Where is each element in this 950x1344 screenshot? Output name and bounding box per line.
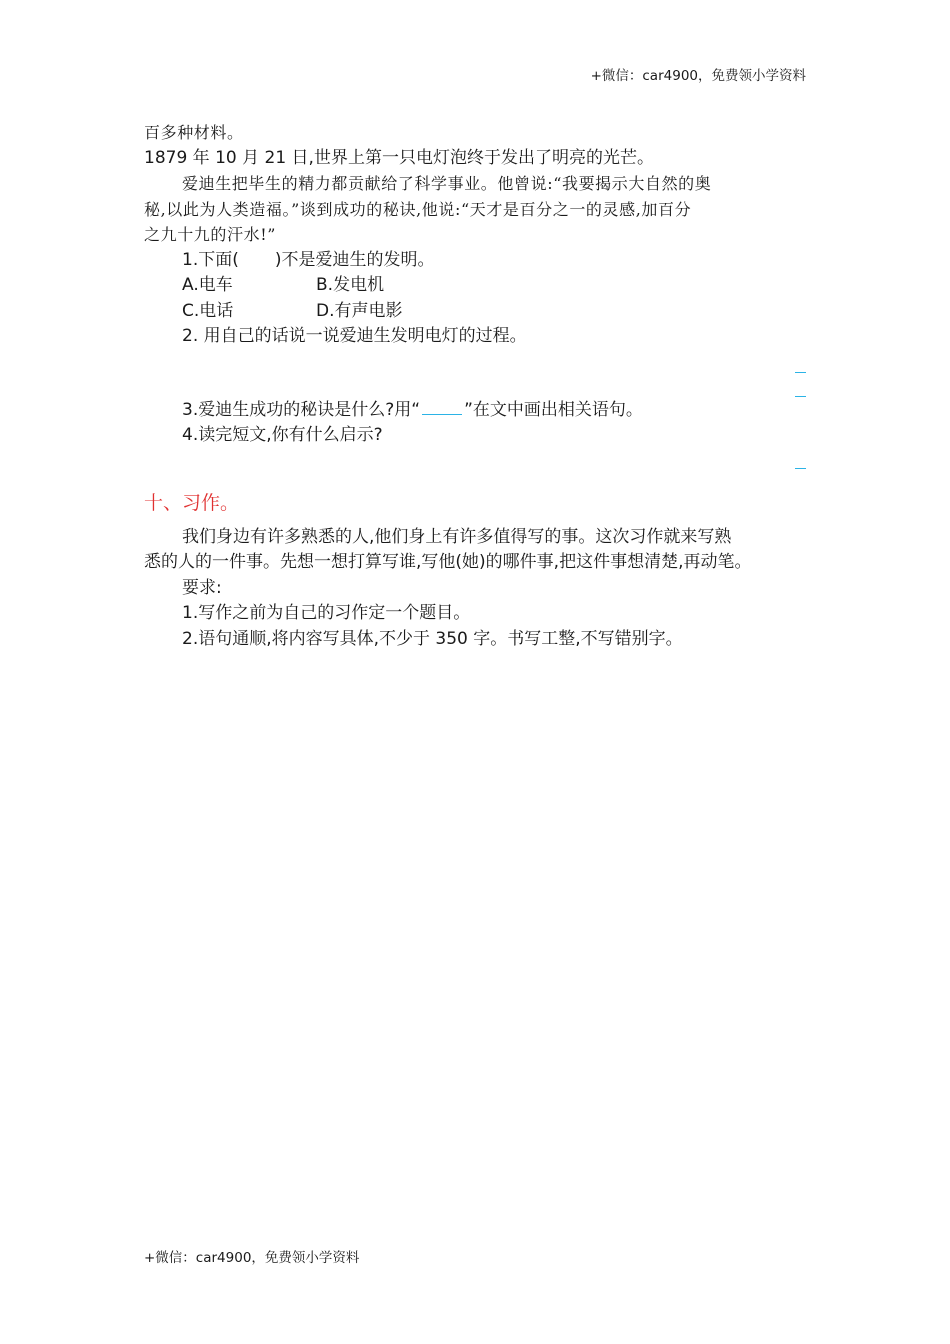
answer-line-mark: [795, 396, 806, 397]
requirement-item: 1.写作之前为自己的习作定一个题目。: [182, 603, 471, 623]
option-d: D.有声电影: [316, 300, 403, 321]
question-3-suffix: ”在文中画出相关语句。: [464, 399, 643, 420]
passage-line: 百多种材料。: [144, 123, 244, 142]
prompt-line: 我们身边有许多熟悉的人,他们身上有许多值得写的事。这次习作就来写熟: [182, 526, 732, 547]
question-3: [144, 398, 806, 424]
option-b: B.发电机: [316, 275, 385, 295]
question-2: 2. 用自己的话说一说爱迪生发明电灯的过程。: [182, 326, 527, 346]
section-title: 十、习作。: [144, 491, 240, 514]
option-a: A.电车: [182, 275, 233, 295]
answer-line[interactable]: [144, 350, 806, 374]
question-1-prefix: 1.下面(: [182, 249, 239, 270]
header-watermark: +微信：car4900，免费领小学资料: [590, 68, 806, 84]
requirement-item: 2.语句通顺,将内容写具体,不少于 350 字。书写工整,不写错别字。: [182, 628, 683, 649]
passage-line: 1879 年 10 月 21 日,世界上第一只电灯泡终于发出了明亮的光芒。: [144, 147, 654, 168]
option-c: C.电话: [182, 300, 234, 321]
underline-sample: [422, 400, 462, 415]
passage-line: 之九十九的汗水!”: [144, 225, 277, 244]
question-4: 4.读完短文,你有什么启示?: [182, 425, 383, 445]
prompt-line: 悉的人的一件事。先想一想打算写谁,写他(她)的哪件事,把这件事想清楚,再动笔。: [144, 552, 752, 572]
answer-line[interactable]: [144, 374, 806, 398]
requirements-label: 要求:: [182, 577, 222, 598]
footer-watermark: +微信：car4900，免费领小学资料: [144, 1250, 360, 1266]
question-1-options-row: [144, 273, 806, 299]
answer-line[interactable]: [144, 449, 806, 479]
question-1-suffix: )不是爱迪生的发明。: [274, 249, 435, 270]
question-3-prefix: 3.爱迪生成功的秘诀是什么?用“: [182, 399, 421, 420]
question-1: [144, 248, 806, 274]
answer-line-mark: [795, 468, 806, 469]
page-content: [144, 120, 806, 652]
answer-line-mark: [795, 372, 806, 373]
question-1-options-row: [144, 299, 806, 325]
passage-line: 秘,以此为人类造福。”谈到成功的秘诀,他说:“天才是百分之一的灵感,加百分: [144, 199, 692, 219]
passage-line: 爱迪生把毕生的精力都贡献给了科学事业。他曾说:“我要揭示大自然的奥: [182, 174, 712, 193]
